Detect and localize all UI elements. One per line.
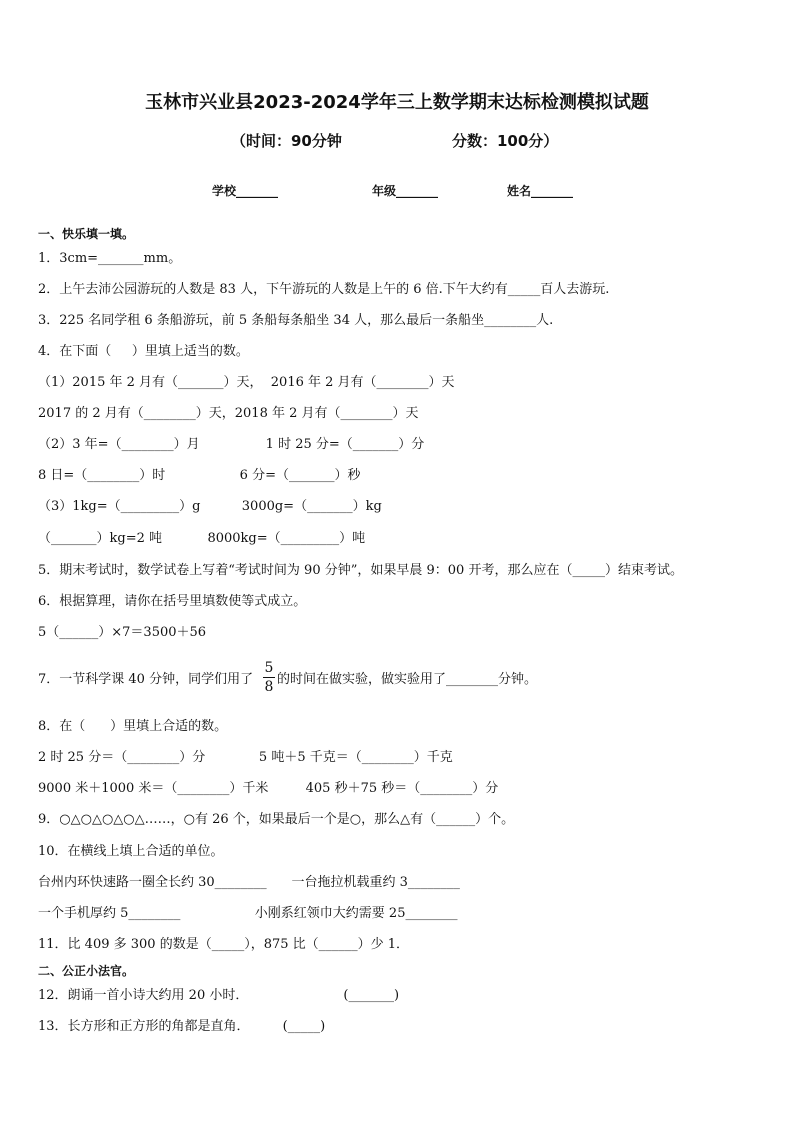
fraction-numerator: 5 xyxy=(264,660,274,676)
question-7-suffix: 的时间在做实验，做实验用了________分钟。 xyxy=(277,672,538,687)
question-10-line-a: 台州内环快速路一圈全长约 30________ 一台拖拉机载重约 3________ xyxy=(38,875,460,890)
question-3: 3．225 名同学租 6 条船游玩，前 5 条船每条船坐 34 人，那么最后一条船坐________人. xyxy=(38,313,554,328)
grade-field: 年级_______ xyxy=(372,184,439,198)
question-4-line-f: （_______）kg=2 吨 8000kg=（_________）吨 xyxy=(38,531,366,546)
fraction-bar xyxy=(263,677,275,678)
question-2: 2．上午去沛公园游玩的人数是 83 人，下午游玩的人数是上午的 6 倍.下午大约有_____百人去游玩. xyxy=(38,282,610,297)
fraction-five-eighths xyxy=(263,660,275,695)
question-12: 12．朗诵一首小诗大约用 20 小时． (_______) xyxy=(38,988,400,1003)
question-4-line-a: （1）2015 年 2 月有（_______）天， 2016 年 2 月有（________）天 xyxy=(38,375,455,390)
question-8-line-a: 2 时 25 分＝（________）分 5 吨＋5 千克＝（________）千克 xyxy=(38,750,453,765)
exam-time: （时间：90分钟 xyxy=(231,132,342,150)
page-title: 玉林市兴业县2023-2024学年三上数学期末达标检测模拟试题 xyxy=(145,92,649,113)
question-4-line-d: 8 日=（________）时 6 分=（_______）秒 xyxy=(38,468,361,483)
question-5: 5．期末考试时，数学试卷上写着“考试时间为 90 分钟”，如果早晨 9：00 开考，那么应在（_____）结束考试。 xyxy=(38,563,683,578)
question-13: 13．长方形和正方形的角都是直角． (_____) xyxy=(38,1019,326,1034)
exam-score: 分数：100分） xyxy=(452,132,559,150)
question-6-equation: 5（______）×7＝3500＋56 xyxy=(38,625,207,640)
fraction-denominator: 8 xyxy=(264,679,274,695)
section-heading-2: 二、公正小法官。 xyxy=(38,964,135,978)
question-4-line-e: （3）1kg=（_________）g 3000g=（_______）kg xyxy=(38,499,382,514)
question-8-line-b: 9000 米＋1000 米＝（________）千米 405 秒＋75 秒＝（________）分 xyxy=(38,781,499,796)
question-4-line-b: 2017 的 2 月有（________）天，2018 年 2 月有（________）天 xyxy=(38,406,419,421)
question-1: 1．3cm=_______mm。 xyxy=(38,251,182,266)
question-4: 4．在下面（ ）里填上适当的数。 xyxy=(38,344,249,359)
question-9: 9．○△○△○△○△……，○有 26 个，如果最后一个是○，那么△有（______）个。 xyxy=(38,812,515,827)
question-6: 6．根据算理，请你在括号里填数使等式成立。 xyxy=(38,594,307,609)
name-field: 姓名_______ xyxy=(507,184,574,198)
question-10-line-b: 一个手机厚约 5________ 小刚系红领巾大约需要 25________ xyxy=(38,906,458,921)
school-field: 学校_______ xyxy=(212,184,279,198)
question-8: 8．在（ ）里填上合适的数。 xyxy=(38,719,228,734)
question-4-line-c: （2）3 年=（________）月 1 时 25 分=（_______）分 xyxy=(38,437,425,452)
question-7-prefix: 7．一节科学课 40 分钟，同学们用了 xyxy=(38,672,254,687)
question-10: 10．在横线上填上合适的单位。 xyxy=(38,844,224,859)
section-heading-1: 一、快乐填一填。 xyxy=(38,227,135,241)
question-11: 11．比 409 多 300 的数是（_____），875 比（______）少 1． xyxy=(38,937,410,952)
